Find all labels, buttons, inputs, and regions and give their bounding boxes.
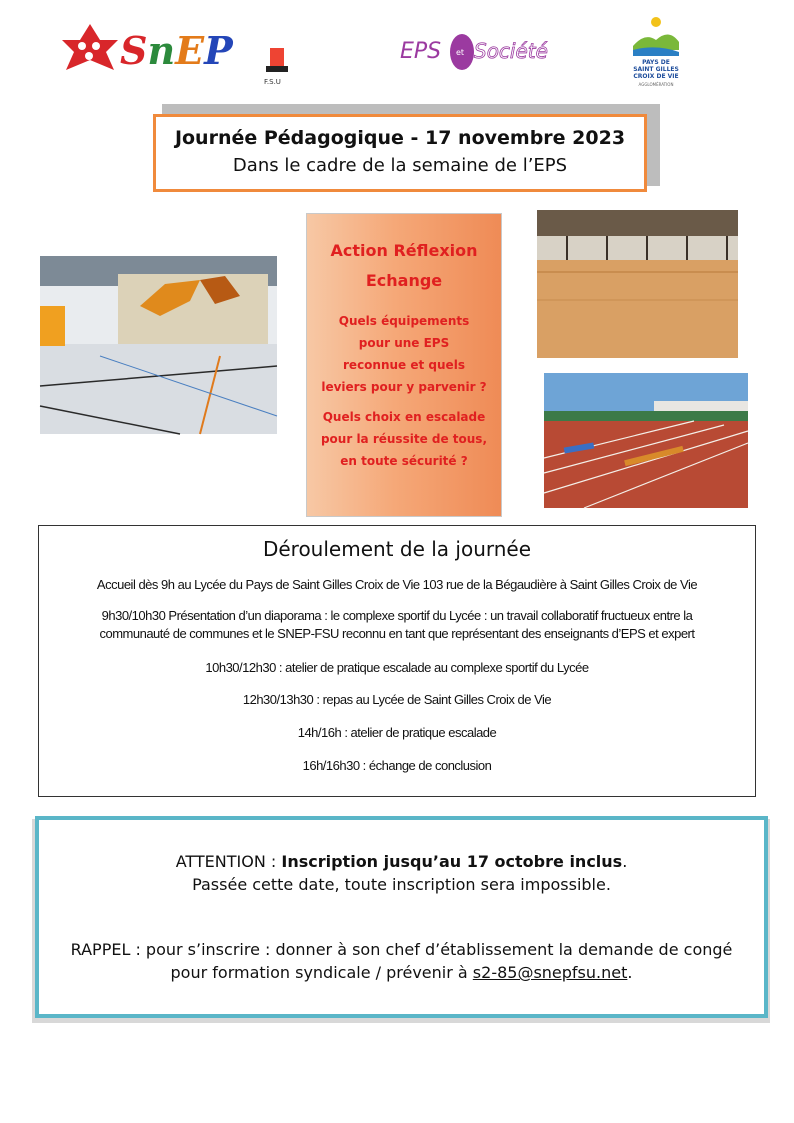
reminder-contact: pour formation syndicale / prévenir à s2-85@snepfsu.net. xyxy=(170,963,633,982)
svg-text:Société: Société xyxy=(474,39,548,63)
eps-societe-logo xyxy=(398,30,548,75)
fsu-text: F.S.U xyxy=(264,78,281,86)
title-box xyxy=(153,114,647,192)
reminder-text: RAPPEL : pour s’inscrire : donner à son chef d’établissement la demande de congé xyxy=(70,940,733,959)
svg-text:SnEP: SnEP xyxy=(120,28,233,73)
climbing-gym-photo xyxy=(40,256,277,434)
pays-saint-gilles-logo xyxy=(625,14,687,92)
schedule-item: 16h/16h30 : échange de conclusion xyxy=(302,758,492,773)
attention-warning: Passée cette date, toute inscription sera impossible. xyxy=(192,875,611,894)
page-title: Journée Pédagogique - 17 novembre 2023 xyxy=(174,127,626,149)
schedule-title: Déroulement de la journée xyxy=(262,537,532,561)
schedule-box xyxy=(38,525,756,797)
question-equipment: Quels équipements pour une EPS reconnue et quels leviers pour y parvenir ? xyxy=(321,314,487,394)
svg-text:et: et xyxy=(456,48,465,57)
snep-logo xyxy=(58,18,308,88)
svg-text:EPS: EPS xyxy=(400,39,442,64)
page-subtitle: Dans le cadre de la semaine de l’EPS xyxy=(232,155,568,176)
schedule-item: Accueil dès 9h au Lycée du Pays de Saint Gilles Croix de Vie 103 rue de la Bégaudière à Saint Gilles Croix de Vie xyxy=(96,577,698,592)
question-climbing: Quels choix en escalade pour la réussite de tous, en toute sécurité ? xyxy=(320,410,488,468)
email-link[interactable]: s2-85@snepfsu.net xyxy=(472,963,628,982)
schedule-item: 14h/16h : atelier de pratique escalade xyxy=(297,725,497,740)
schedule-item: 10h30/12h30 : atelier de pratique escalade au complexe sportif du Lycée xyxy=(205,660,589,675)
schedule-item: 12h30/13h30 : repas au Lycée de Saint Gilles Croix de Vie xyxy=(242,692,552,707)
svg-text:CROIX DE VIE: CROIX DE VIE xyxy=(633,73,679,80)
schedule-item: 9h30/10h30 Présentation d’un diaporama : le complexe sportif du Lycée : un travail collaboratif fructueux entre la communauté de communes et le SNEP-FSU reconnu en tant que représentant des enseignants d’EPS et expert xyxy=(99,608,695,641)
action-reflexion-box xyxy=(306,213,502,517)
svg-text:PAYS DE: PAYS DE xyxy=(642,59,670,66)
svg-text:SAINT GILLES: SAINT GILLES xyxy=(633,66,679,73)
attention-box xyxy=(35,816,768,1018)
athletics-track-photo xyxy=(544,373,748,508)
gym-hall-photo xyxy=(537,210,738,358)
svg-text:AGGLOMÉRATION: AGGLOMÉRATION xyxy=(638,82,674,87)
attention-deadline: ATTENTION : Inscription jusqu’au 17 octobre inclus. xyxy=(175,852,628,871)
action-heading: Action Réflexion Echange xyxy=(330,241,478,290)
